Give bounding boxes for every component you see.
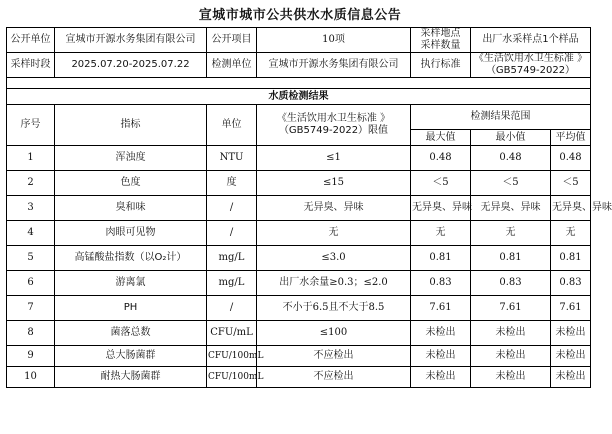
- header-indicator: 指标: [55, 105, 207, 146]
- table-row: [7, 221, 591, 246]
- project-label: 公开项目: [207, 28, 257, 53]
- row-limit: 不小于6.5且不大于8.5: [257, 296, 411, 321]
- row-limit: 无: [257, 221, 411, 246]
- row-min: 无异臭、异味: [471, 196, 551, 221]
- row-min: 未检出: [471, 367, 551, 388]
- table-row: [7, 367, 591, 388]
- row-unit: CFU/mL: [207, 321, 257, 346]
- header-row-1: [7, 105, 591, 130]
- row-min: ＜5: [471, 171, 551, 196]
- row-unit: /: [207, 196, 257, 221]
- site-label-text: 采样地点 采样数量: [420, 28, 461, 51]
- row-indicator: 总大肠菌群: [55, 346, 207, 367]
- row-max: 未检出: [411, 367, 471, 388]
- row-avg: 未检出: [551, 321, 591, 346]
- row-avg: 0.81: [551, 246, 591, 271]
- spacer-row: [7, 78, 591, 89]
- spacer-cell: [7, 78, 591, 89]
- row-indicator: 色度: [55, 171, 207, 196]
- row-seq: 9: [7, 346, 55, 367]
- row-avg: 7.61: [551, 296, 591, 321]
- standard-value: [471, 53, 591, 78]
- row-min: 无: [471, 221, 551, 246]
- table-row: [7, 321, 591, 346]
- row-indicator: 肉眼可见物: [55, 221, 207, 246]
- lab-label: 检测单位: [207, 53, 257, 78]
- header-range: 检测结果范围: [411, 105, 591, 130]
- row-limit: 无异臭、异味: [257, 196, 411, 221]
- period-label: 采样时段: [7, 53, 55, 78]
- row-min: 未检出: [471, 346, 551, 367]
- row-unit: /: [207, 296, 257, 321]
- row-seq: 6: [7, 271, 55, 296]
- site-value: 出厂水采样点1个样品: [471, 28, 591, 53]
- project-value: 10项: [257, 28, 411, 53]
- table-row: [7, 196, 591, 221]
- row-seq: 1: [7, 146, 55, 171]
- site-label: [411, 28, 471, 53]
- water-quality-table: [6, 27, 612, 388]
- row-limit: ≤3.0: [257, 246, 411, 271]
- table-row: [7, 246, 591, 271]
- row-avg: 0.48: [551, 146, 591, 171]
- header-limit-text: 《生活饮用水卫生标准 》 （GB5749-2022）限值: [276, 113, 391, 136]
- row-avg: 无异臭、异味: [551, 196, 591, 221]
- row-avg: ＜5: [551, 171, 591, 196]
- row-indicator: PH: [55, 296, 207, 321]
- header-unit: 单位: [207, 105, 257, 146]
- row-unit: 度: [207, 171, 257, 196]
- publisher-value: 宣城市开源水务集团有限公司: [55, 28, 207, 53]
- row-indicator: 臭和味: [55, 196, 207, 221]
- row-seq: 7: [7, 296, 55, 321]
- row-unit: CFU/100mL: [207, 367, 257, 388]
- row-unit: CFU/100mL: [207, 346, 257, 367]
- table-row: [7, 146, 591, 171]
- header-limit: [257, 105, 411, 146]
- row-unit: mg/L: [207, 246, 257, 271]
- header-max: 最大值: [411, 130, 471, 146]
- info-row-1: [7, 28, 591, 53]
- row-avg: 0.83: [551, 271, 591, 296]
- row-avg: 无: [551, 221, 591, 246]
- info-row-2: [7, 53, 591, 78]
- row-max: ＜5: [411, 171, 471, 196]
- row-indicator: 菌落总数: [55, 321, 207, 346]
- row-limit: 出厂水余量≥0.3；≤2.0: [257, 271, 411, 296]
- row-max: 0.83: [411, 271, 471, 296]
- header-seq: 序号: [7, 105, 55, 146]
- row-avg: 未检出: [551, 367, 591, 388]
- row-limit: ≤1: [257, 146, 411, 171]
- row-seq: 8: [7, 321, 55, 346]
- row-max: 无: [411, 221, 471, 246]
- row-indicator: 游离氯: [55, 271, 207, 296]
- period-value: 2025.07.20-2025.07.22: [55, 53, 207, 78]
- row-max: 0.81: [411, 246, 471, 271]
- header-min: 最小值: [471, 130, 551, 146]
- row-unit: NTU: [207, 146, 257, 171]
- row-unit: /: [207, 221, 257, 246]
- row-seq: 2: [7, 171, 55, 196]
- row-min: 0.81: [471, 246, 551, 271]
- row-seq: 3: [7, 196, 55, 221]
- row-limit: ≤15: [257, 171, 411, 196]
- table-row: [7, 346, 591, 367]
- publisher-label: 公开单位: [7, 28, 55, 53]
- section-row: [7, 89, 591, 105]
- row-max: 未检出: [411, 321, 471, 346]
- lab-value: 宣城市开源水务集团有限公司: [257, 53, 411, 78]
- row-min: 0.48: [471, 146, 551, 171]
- row-max: 0.48: [411, 146, 471, 171]
- notice-title: 宣城市城市公共供水水质信息公告: [198, 8, 402, 23]
- row-min: 0.83: [471, 271, 551, 296]
- row-max: 7.61: [411, 296, 471, 321]
- table-row: [7, 296, 591, 321]
- section-title: 水质检测结果: [7, 89, 591, 105]
- table-row: [7, 271, 591, 296]
- row-seq: 4: [7, 221, 55, 246]
- row-seq: 5: [7, 246, 55, 271]
- row-avg: 未检出: [551, 346, 591, 367]
- standard-value-text: 《生活饮用水卫生标准 》 （GB5749-2022）: [473, 53, 588, 76]
- row-max: 未检出: [411, 346, 471, 367]
- row-min: 7.61: [471, 296, 551, 321]
- row-unit: mg/L: [207, 271, 257, 296]
- row-seq: 10: [7, 367, 55, 388]
- row-indicator: 高锰酸盐指数（以O₂计）: [55, 246, 207, 271]
- row-limit: 不应检出: [257, 367, 411, 388]
- row-indicator: 浑浊度: [55, 146, 207, 171]
- row-limit: ≤100: [257, 321, 411, 346]
- table-row: [7, 171, 591, 196]
- row-min: 未检出: [471, 321, 551, 346]
- row-max: 无异臭、异味: [411, 196, 471, 221]
- standard-label: 执行标准: [411, 53, 471, 78]
- row-limit: 不应检出: [257, 346, 411, 367]
- row-indicator: 耐热大肠菌群: [55, 367, 207, 388]
- header-avg: 平均值: [551, 130, 591, 146]
